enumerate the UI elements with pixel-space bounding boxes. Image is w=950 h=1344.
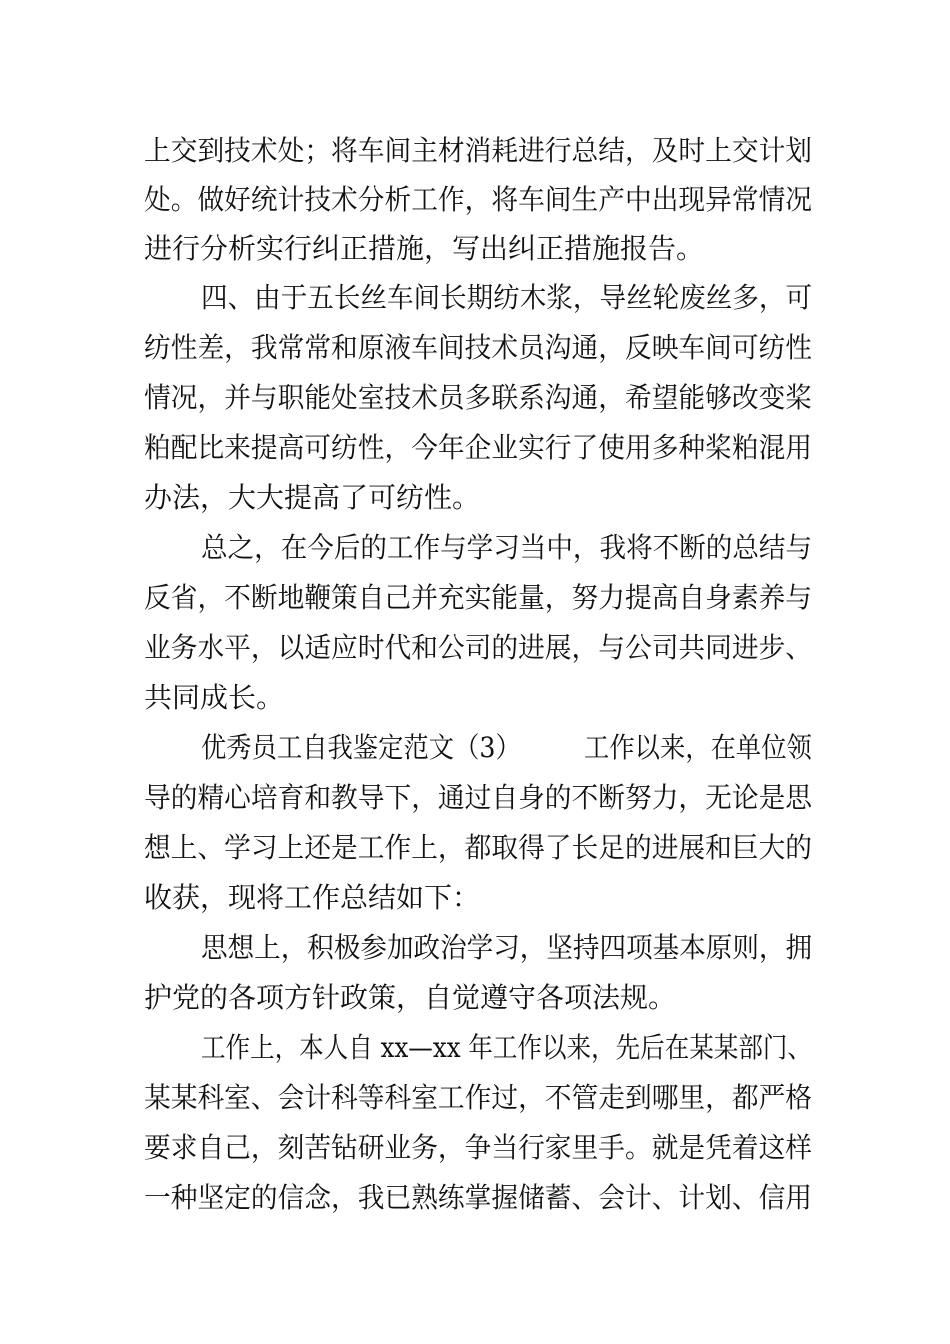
text-line: 想上、学习上还是工作上，都取得了长足的进展和巨大的 [144, 831, 813, 864]
text-line: 收获，现将工作总结如下： [144, 881, 481, 914]
text-line: 导的精心培育和教导下，通过自身的不断努力，无论是思 [144, 781, 813, 814]
text-line: 护党的各项方针政策，自觉遵守各项法规。 [144, 981, 677, 1014]
text-line: 优秀员工自我鉴定范文（3） 工作以来，在单位领 [201, 731, 812, 764]
text-line: 情况，并与职能处室技术员多联系沟通，希望能够改变桨 [144, 381, 813, 414]
text-line: 工作上，本人自 xx—xx 年工作以来，先后在某某部门、 [201, 1031, 812, 1064]
text-line: 一种坚定的信念，我已熟练掌握储蓄、会计、计划、信用 [144, 1181, 813, 1214]
text-line: 总之，在今后的工作与学习当中，我将不断的总结与 [201, 531, 813, 564]
text-line: 上交到技术处；将车间主材消耗进行总结，及时上交计划 [144, 134, 813, 167]
text-line: 业务水平，以适应时代和公司的进展，与公司共同进步、 [144, 631, 813, 664]
text-line: 办法，大大提高了可纺性。 [144, 481, 481, 514]
text-line: 某某科室、会计科等科室工作过，不管走到哪里，都严格 [144, 1081, 813, 1114]
text-line: 处。做好统计技术分析工作，将车间生产中出现异常情况 [144, 183, 813, 216]
text-line: 思想上，积极参加政治学习，坚持四项基本原则，拥 [201, 931, 813, 964]
text-line: 纺性差，我常常和原液车间技术员沟通，反映车间可纺性 [144, 331, 813, 364]
text-line: 反省，不断地鞭策自己并充实能量，努力提高自身素养与 [144, 581, 813, 614]
text-line: 要求自己，刻苦钻研业务，争当行家里手。就是凭着这样 [144, 1131, 813, 1164]
text-line: 共同成长。 [144, 681, 285, 714]
text-line: 四、由于五长丝车间长期纺木浆，导丝轮废丝多，可 [201, 281, 813, 314]
text-line: 粕配比来提高可纺性，今年企业实行了使用多种桨粕混用 [144, 431, 813, 464]
text-line: 进行分析实行纠正措施，写出纠正措施报告。 [144, 232, 705, 265]
